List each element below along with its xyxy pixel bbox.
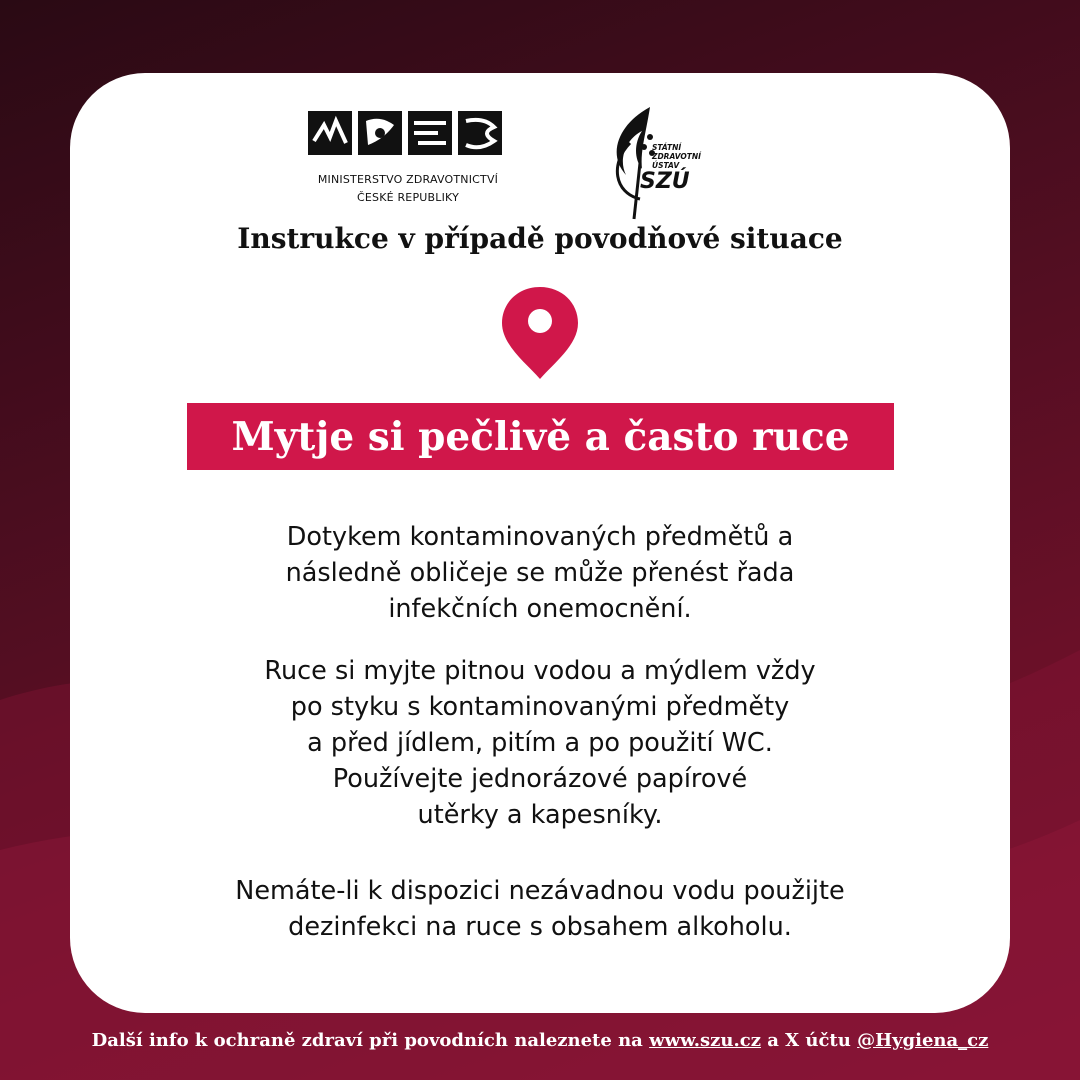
szu-logo	[600, 103, 720, 223]
paragraph-contamination	[130, 519, 950, 627]
paragraph-line: utěrky a kapesníky.	[417, 800, 663, 830]
location-pin-icon	[500, 285, 580, 381]
ministry-name-line2: ČESKÉ REPUBLIKY	[356, 191, 459, 204]
szu-website-link[interactable]: www.szu.cz	[649, 1030, 761, 1051]
paragraph-handwashing	[130, 653, 950, 833]
szu-abbreviation: SZÚ	[640, 169, 690, 194]
paragraph-line: Ruce si myjte pitnou vodou a mýdlem vždy	[264, 656, 816, 686]
paragraph-line: Dotykem kontaminovaných předmětů a	[286, 522, 794, 552]
logo-row	[70, 103, 1010, 233]
paragraph-line: Nemáte-li k dispozici nezávadnou vodu použijte	[235, 876, 845, 906]
x-account-link[interactable]: @Hygiena_cz	[857, 1030, 989, 1051]
paragraph-line: dezinfekci na ruce s obsahem alkoholu.	[288, 912, 792, 942]
footer-info	[0, 1030, 1080, 1051]
paragraph-line: Používejte jednorázové papírové	[332, 764, 748, 794]
paragraph-line: a před jídlem, pitím a po použití WC.	[307, 728, 773, 758]
footer-text-middle: a X účtu	[760, 1030, 858, 1051]
paragraph-line: po styku s kontaminovanými předměty	[290, 692, 790, 722]
content-card	[70, 73, 1010, 1013]
szu-name-line1: STÁTNÍ	[652, 143, 682, 152]
headline-banner	[187, 403, 894, 470]
footer-text-before: Další info k ochraně zdraví při povodních naleznete na	[91, 1030, 650, 1051]
paragraph-line: infekčních onemocnění.	[388, 594, 692, 624]
ministry-logo	[308, 111, 508, 221]
paragraph-disinfection	[130, 873, 950, 945]
szu-name-line3: ÚSTAV	[652, 161, 680, 170]
ministry-name-line1: MINISTERSTVO ZDRAVOTNICTVÍ	[317, 173, 499, 186]
page-title: Instrukce v případě povodňové situace	[237, 222, 843, 255]
headline-text: Mytje si pečlivě a často ruce	[231, 413, 850, 460]
ministry-emblem-icon	[308, 111, 508, 157]
szu-name-line2: ZDRAVOTNÍ	[652, 152, 701, 161]
paragraph-line: následně obličeje se může přenést řada	[285, 558, 795, 588]
